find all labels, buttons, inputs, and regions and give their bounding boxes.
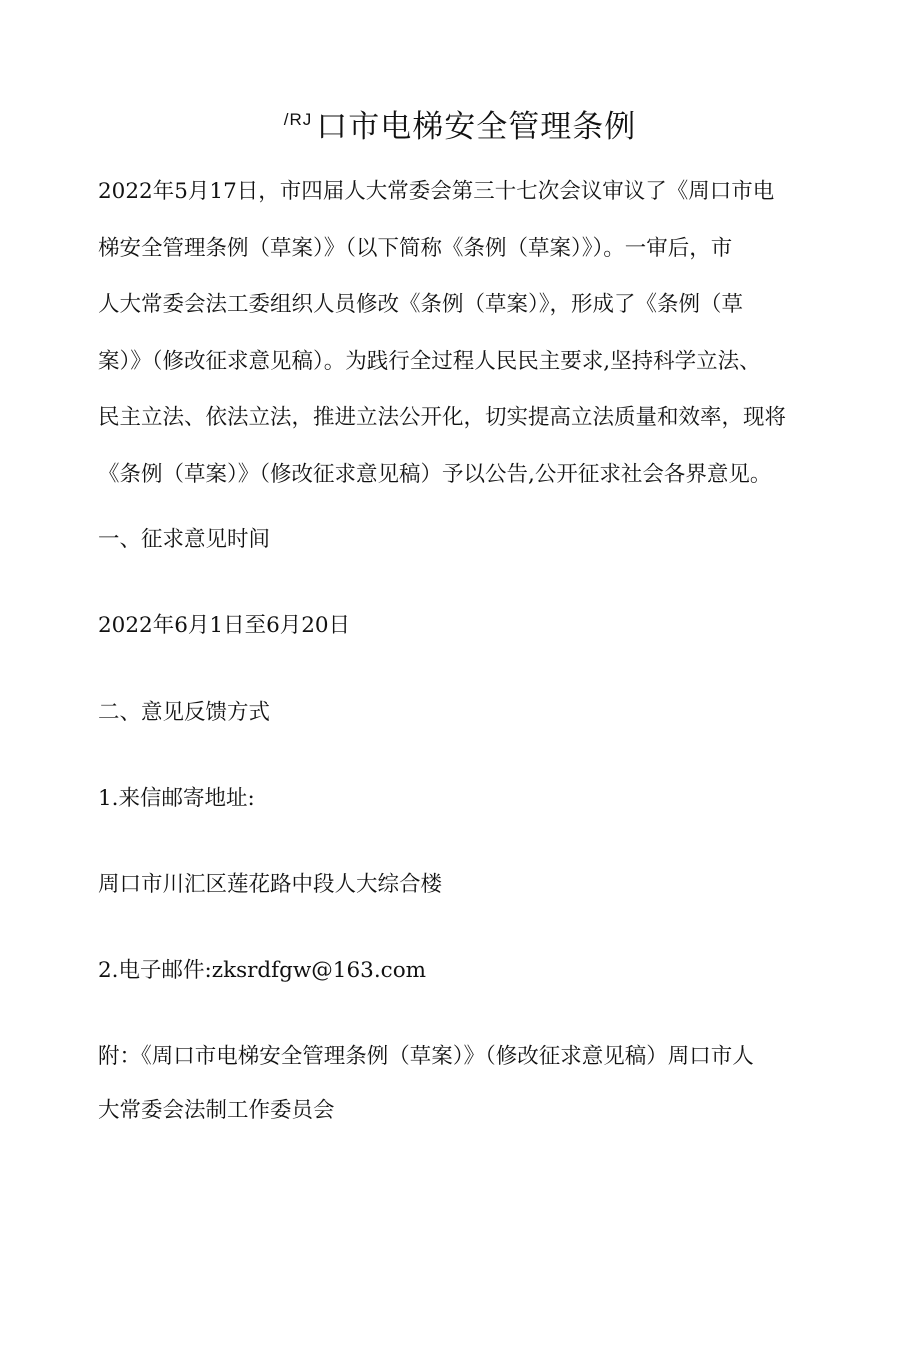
email-line: 2.电子邮件:zksrdfgw@163.com [98,958,427,983]
title-text: 口市电梯安全管理条例 [316,109,637,145]
page-title [0,98,920,149]
title-garbled-prefix: /RJ [283,110,313,129]
paragraph-line: 2022年5月17日，市四届人大常委会第三十七次会议审议了《周口市电 [98,179,775,204]
mail-address-label: 1.来信邮寄地址: [98,786,255,811]
comment-period: 2022年6月1日至6月20日 [98,613,351,638]
section-heading-feedback: 二、意见反馈方式 [98,700,271,725]
section-heading-time: 一、征求意见时间 [98,527,271,552]
paragraph-line: 民主立法、依法立法，推进立法公开化，切实提高立法质量和效率，现将 [98,405,787,431]
intro-paragraph [98,164,848,504]
paragraph-line: 梯安全管理条例（草案）》（以下简称《条例（草案）》）。一审后，市 [98,235,733,261]
attachment-issuer: 大常委会法制工作委员会 [98,1098,335,1123]
attachment-line: 附：《周口市电梯安全管理条例（草案）》（修改征求意见稿）周口市人 [98,1044,754,1069]
mail-address: 周口市川汇区莲花路中段人大综合楼 [98,872,443,897]
paragraph-line: 《条例（草案）》（修改征求意见稿）予以公告,公开征求社会各界意见。 [98,461,772,487]
paragraph-line: 案）》（修改征求意见稿）。为践行全过程人民民主要求,坚持科学立法、 [98,348,761,374]
paragraph-line: 人大常委会法工委组织人员修改《条例（草案）》，形成了《条例（草 [98,292,744,318]
